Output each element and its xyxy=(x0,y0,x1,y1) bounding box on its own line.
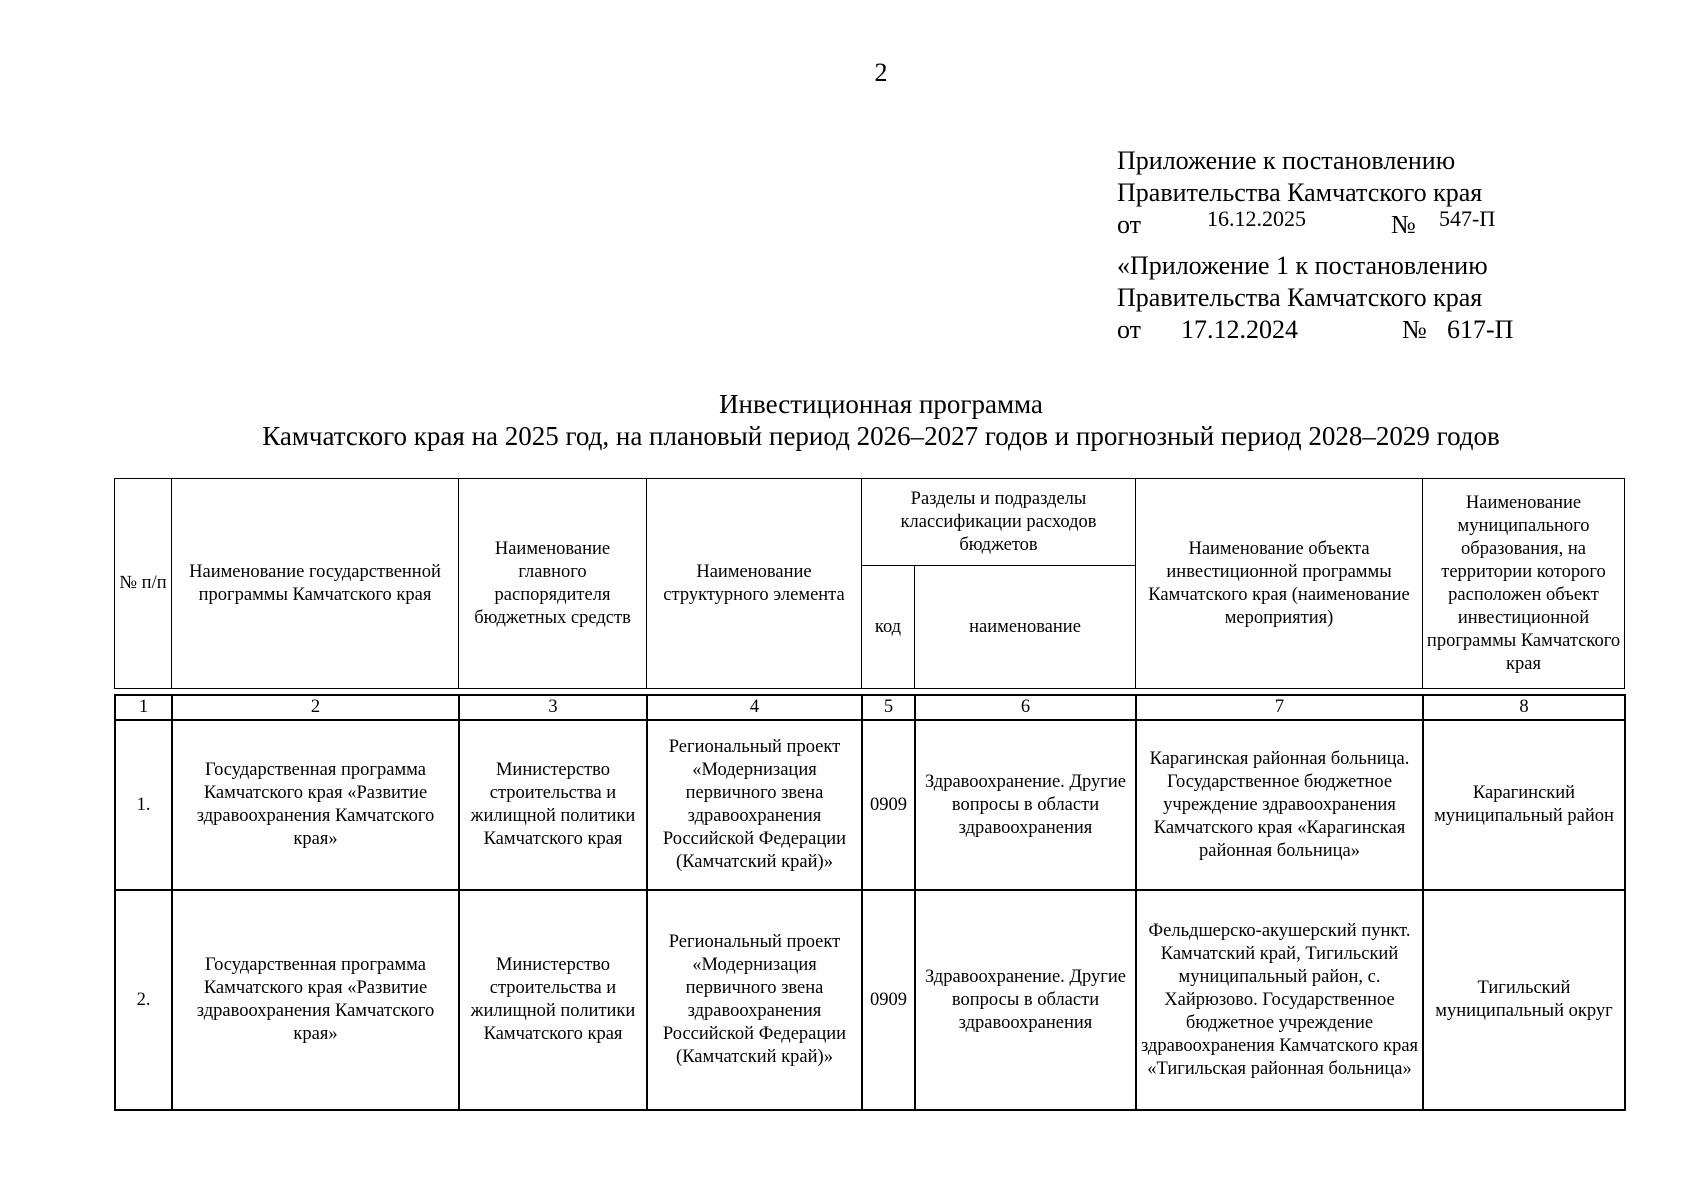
header-col-section-name: наименование xyxy=(915,566,1136,689)
cell-code: 0909 xyxy=(862,720,915,890)
cell-municipality: Карагинский муниципальный район xyxy=(1423,720,1625,890)
column-number: 5 xyxy=(862,695,915,720)
appendix-original-line1: «Приложение 1 к постановлению xyxy=(1117,251,1488,280)
appendix-current-date: 16.12.2025 xyxy=(1207,206,1306,231)
cell-manager: Министерство строительства и жилищной политики Камчатского края xyxy=(459,720,647,890)
header-col-manager: Наименование главного распорядителя бюджетных средств xyxy=(459,479,647,689)
appendix-original-date: 17.12.2024 xyxy=(1181,315,1298,344)
appendix-current xyxy=(1117,145,1537,241)
column-number: 7 xyxy=(1136,695,1423,720)
page-number: 2 xyxy=(874,58,888,87)
cell-program: Государственная программа Камчатского края «Развитие здравоохранения Камчатского края» xyxy=(172,720,459,890)
header-col-code: код xyxy=(862,566,915,689)
column-number-row xyxy=(115,695,1625,720)
header-col-program: Наименование государственной программы Камчатского края xyxy=(172,479,459,689)
appendix-current-line1: Приложение к постановлению xyxy=(1117,146,1456,175)
cell-code: 0909 xyxy=(862,890,915,1110)
document-subtitle: Камчатского края на 2025 год, на плановый период 2026–2027 годов и прогнозный период 2028–2029 годов xyxy=(262,421,1500,451)
cell-number: 1. xyxy=(115,720,172,890)
appendix-original xyxy=(1117,250,1537,346)
cell-number: 2. xyxy=(115,890,172,1110)
table-body xyxy=(114,694,1626,1111)
appendix-current-from-label: от xyxy=(1117,210,1142,239)
appendix-current-number: 547-П xyxy=(1439,206,1496,231)
cell-object: Карагинская районная больница. Государственное бюджетное учреждение здравоохранения Камчатского края «Карагинская районная больница» xyxy=(1136,720,1423,890)
column-number: 6 xyxy=(915,695,1136,720)
header-col-element: Наименование структурного элемента xyxy=(647,479,862,689)
header-col-classification: Разделы и подразделы классификации расходов бюджетов xyxy=(862,479,1136,566)
column-number: 1 xyxy=(115,695,172,720)
header-col-municipality: Наименование муниципального образования, на территории которого расположен объект инвестиционной программы Камчатского края xyxy=(1423,479,1625,689)
appendix-original-number: 617-П xyxy=(1447,315,1514,344)
appendix-current-line2: Правительства Камчатского края xyxy=(1117,178,1483,207)
cell-manager: Министерство строительства и жилищной политики Камчатского края xyxy=(459,890,647,1110)
cell-object: Фельдшерско-акушерский пункт. Камчатский край, Тигильский муниципальный район, с. Хайрюзово. Государственное бюджетное учреждение здравоохранения Камчатского края «Тигильская районная больница» xyxy=(1136,890,1423,1110)
table-row xyxy=(115,720,1625,890)
header-col-object: Наименование объекта инвестиционной программы Камчатского края (наименование мероприятия) xyxy=(1136,479,1423,689)
appendix-current-date-row xyxy=(1117,206,1537,241)
cell-municipality: Тигильский муниципальный округ xyxy=(1423,890,1625,1110)
appendix-original-from-label: от xyxy=(1117,315,1142,344)
document-title: Инвестиционная программа xyxy=(719,389,1043,419)
column-number: 2 xyxy=(172,695,459,720)
cell-element: Региональный проект «Модернизация первичного звена здравоохранения Российской Федерации (Камчатский край)» xyxy=(647,720,862,890)
header-col-number: № п/п xyxy=(115,479,172,689)
cell-element: Региональный проект «Модернизация первичного звена здравоохранения Российской Федерации (Камчатский край)» xyxy=(647,890,862,1110)
appendix-current-num-sign: № xyxy=(1391,210,1416,239)
table-row xyxy=(115,890,1625,1110)
cell-section: Здравоохранение. Другие вопросы в области здравоохранения xyxy=(915,720,1136,890)
appendix-original-date-row xyxy=(1117,314,1537,346)
column-number: 4 xyxy=(647,695,862,720)
appendix-original-line2: Правительства Камчатского края xyxy=(1117,283,1483,312)
appendix-original-num-sign: № xyxy=(1402,315,1427,344)
column-number: 3 xyxy=(459,695,647,720)
column-number: 8 xyxy=(1423,695,1625,720)
cell-section: Здравоохранение. Другие вопросы в области здравоохранения xyxy=(915,890,1136,1110)
cell-program: Государственная программа Камчатского края «Развитие здравоохранения Камчатского края» xyxy=(172,890,459,1110)
table-header xyxy=(114,478,1625,689)
